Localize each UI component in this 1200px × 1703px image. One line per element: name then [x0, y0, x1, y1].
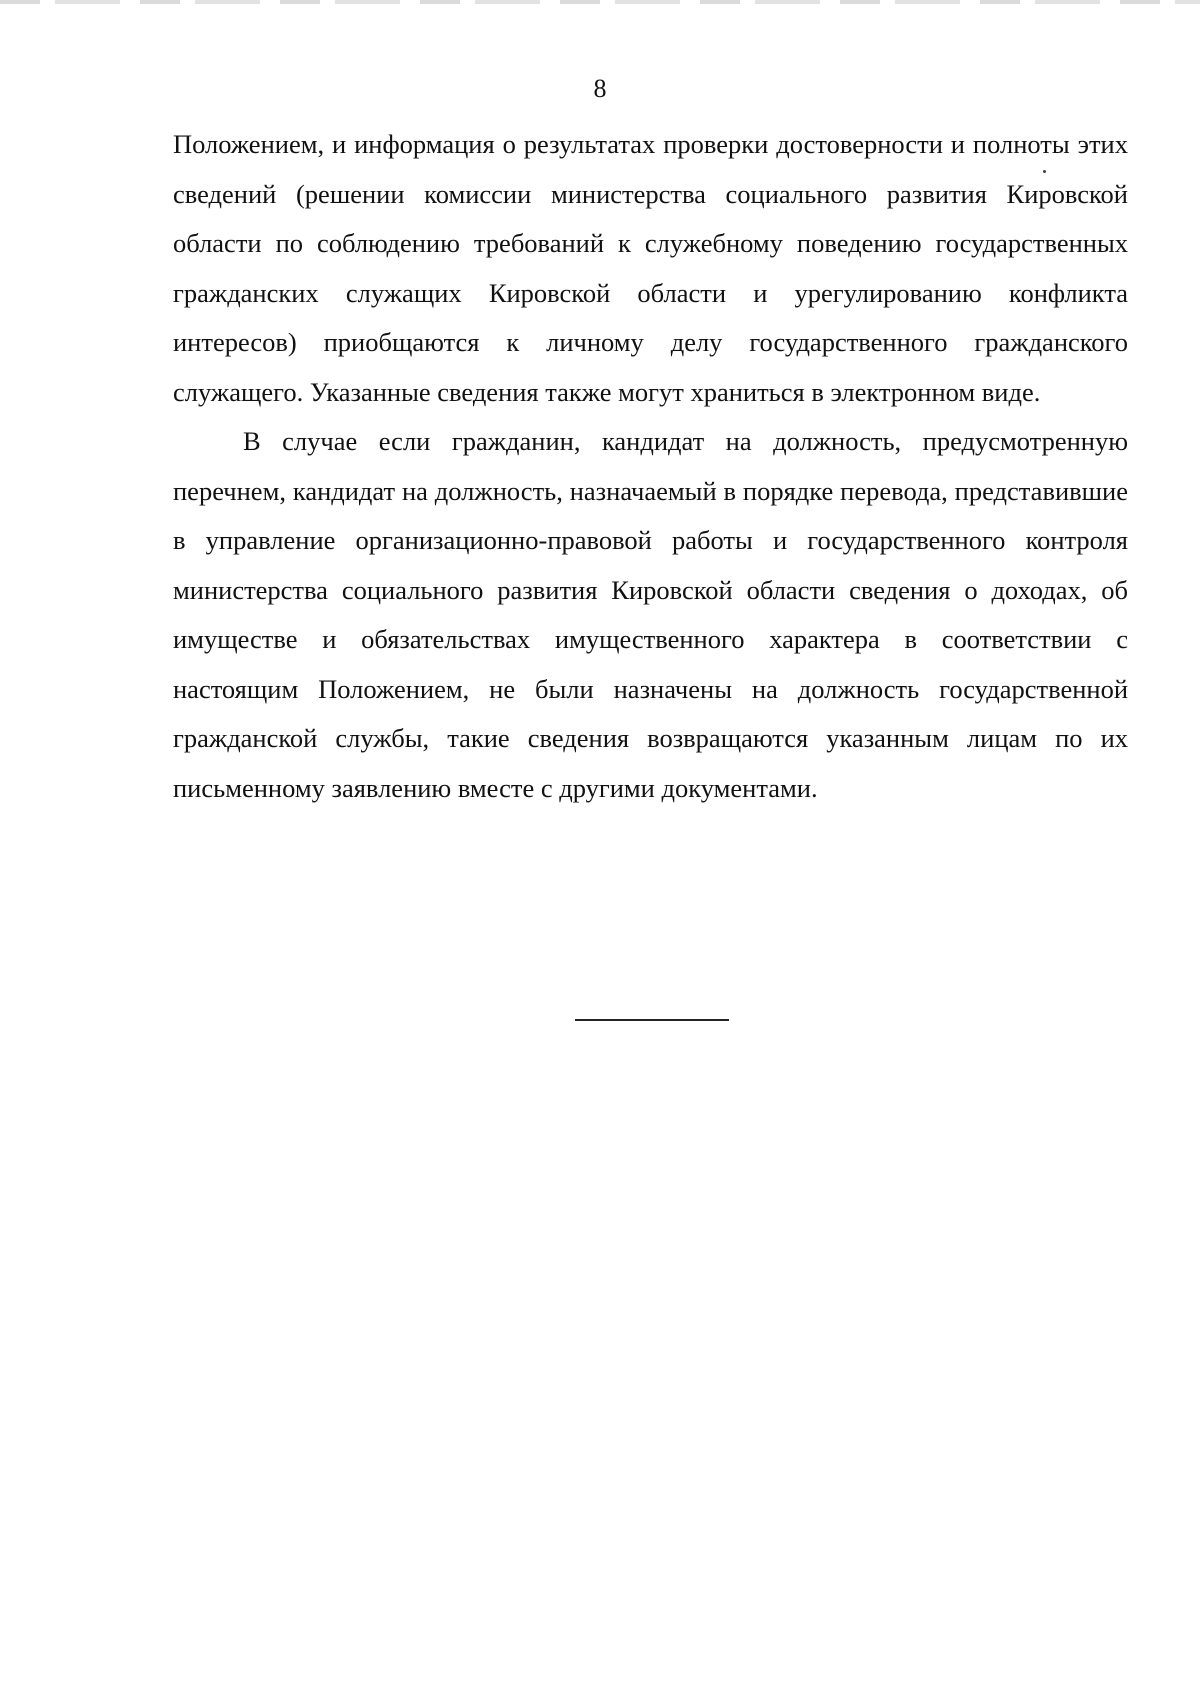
paragraph-1: Положением, и информация о результатах проверки достоверности и полноты этих сведений (решении комиссии министерства социального развития Кировской области по соблюдению требований к служебному поведению государственных гражданских служащих Кировской области и урегулированию конфликта интересов) приобщаются к личному делу государственного гражданского служащего. Указанные сведения также могут храниться в электронном виде. — [173, 129, 1128, 407]
scan-top-edge — [0, 0, 1200, 4]
paragraph-2: В случае если гражданин, кандидат на должность, предусмотренную перечнем, кандидат на должность, назначаемый в порядке перевода, представившие в управление организационно-правовой работы и государственного контроля министерства социального развития Кировской области сведения о доходах, об имуществе и обязательствах имущественного характера в соответствии с настоящим Положением, не были назначены на должность государственной гражданской службы, такие сведения возвращаются указанным лицам по их письменному заявлению вместе с другими документами. — [173, 426, 1128, 803]
page-number: 8 — [593, 74, 607, 103]
scan-speck — [1043, 170, 1046, 173]
end-divider-line — [575, 1019, 729, 1021]
document-body — [173, 120, 1128, 813]
